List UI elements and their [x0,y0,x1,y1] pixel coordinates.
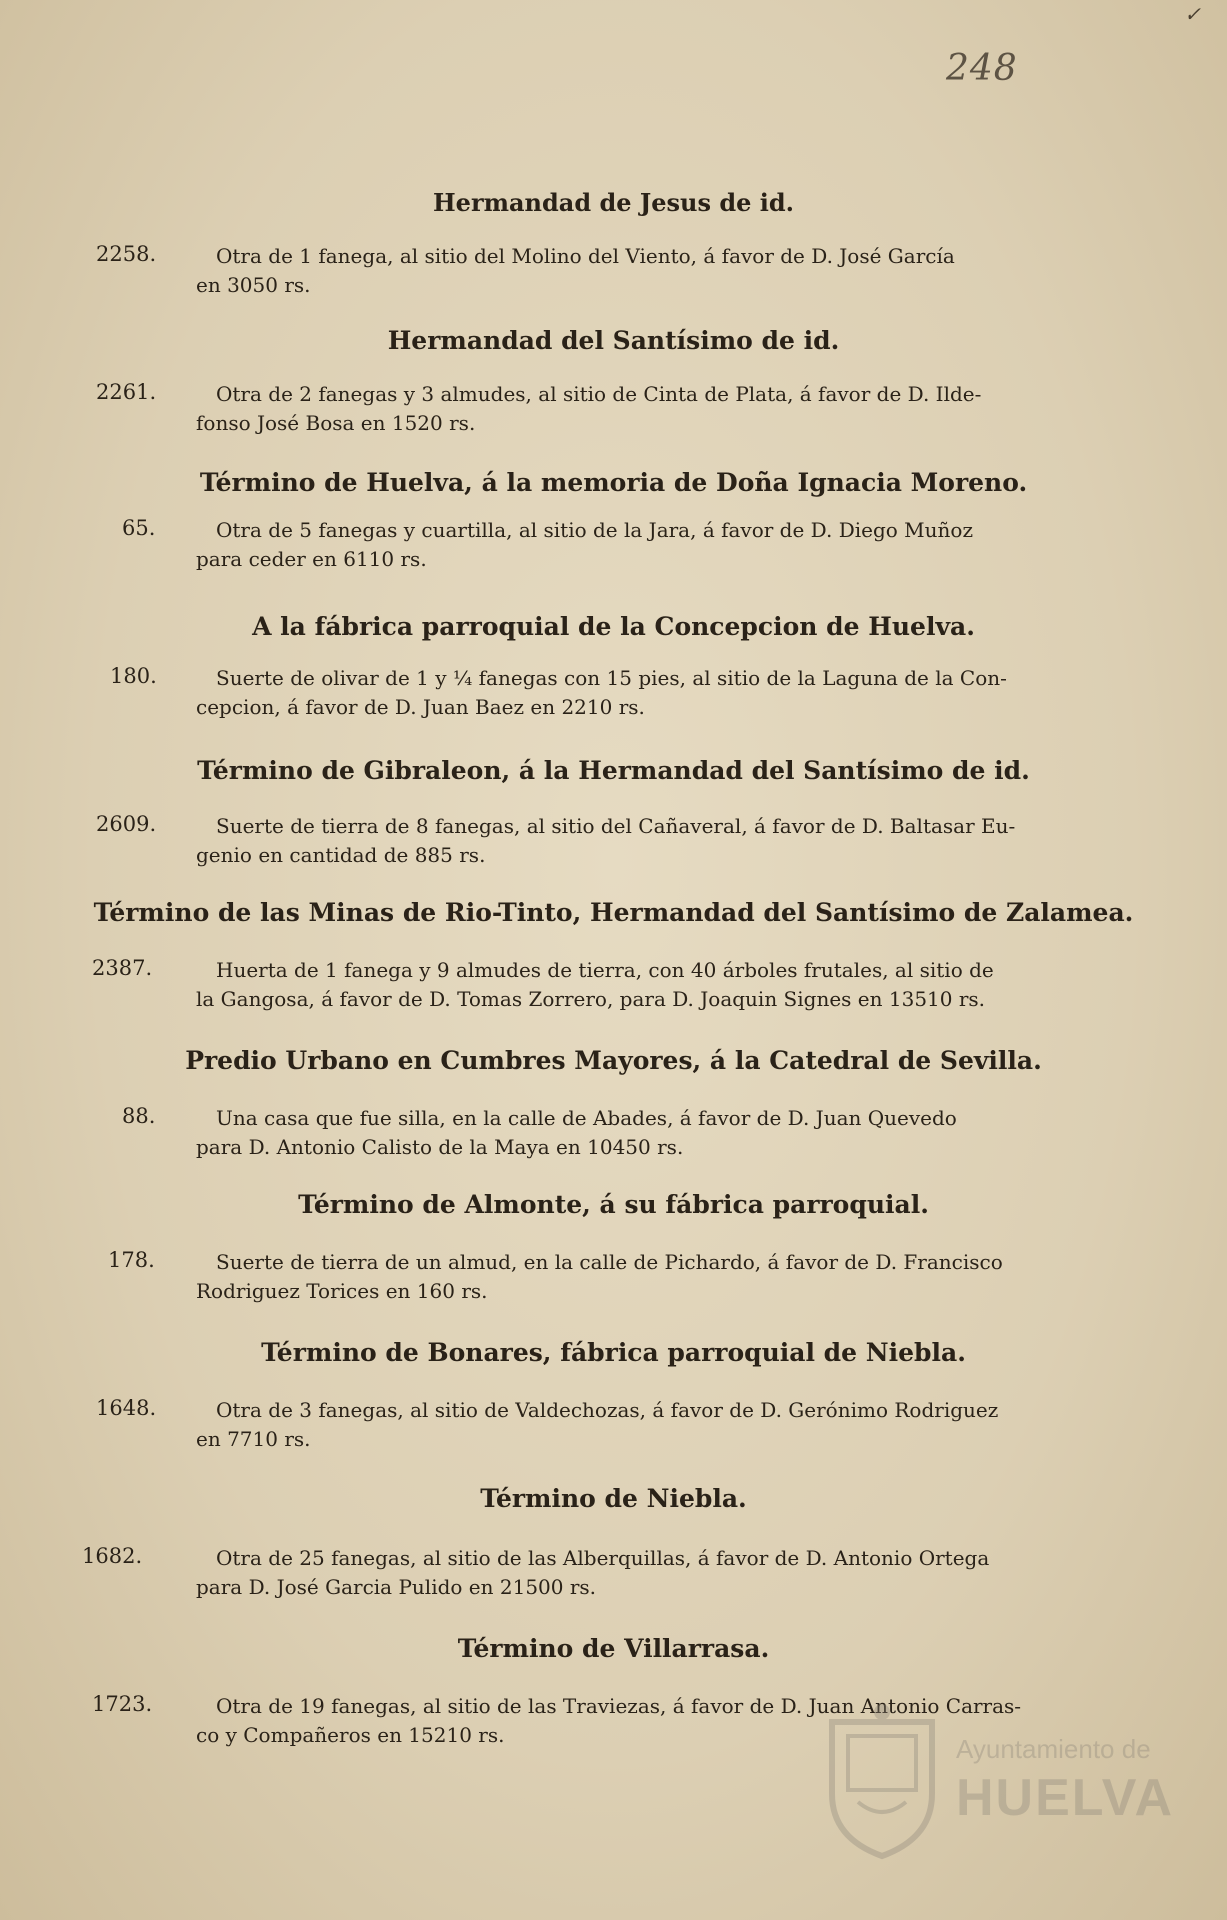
entry-text [196,516,1136,574]
section-heading: Hermandad del Santísimo de id. [387,326,840,355]
watermark-line1: Ayuntamiento de [956,1734,1151,1764]
entry-number: 65. [122,516,156,540]
entry-text [196,812,1136,870]
entry-number: 88. [122,1104,156,1128]
section-heading: Término de Niebla. [480,1484,747,1513]
crest-icon [818,1702,946,1862]
entry-text [196,956,1136,1014]
section-heading: Predio Urbano en Cumbres Mayores, á la Catedral de Sevilla. [185,1046,1042,1075]
entry-text-line: Otra de 2 fanegas y 3 almudes, al sitio de Cinta de Plata, á favor de D. Ilde- [216,382,982,406]
entry-text-line: Huerta de 1 fanega y 9 almudes de tierra, con 40 árboles frutales, al sitio de [216,958,994,982]
entry-text [196,1104,1136,1162]
entry-text-line: Suerte de tierra de 8 fanegas, al sitio del Cañaveral, á favor de D. Baltasar Eu- [216,814,1016,838]
entry-text-line: Otra de 1 fanega, al sitio del Molino del Viento, á favor de D. José García [216,244,955,268]
entry-number: 1648. [96,1396,157,1420]
entry-text-line: para ceder en 6110 rs. [196,547,427,571]
entry-number: 2258. [96,242,157,266]
entry-text-line: cepcion, á favor de D. Juan Baez en 2210 rs. [196,695,645,719]
entry-text-line: Suerte de olivar de 1 y ¼ fanegas con 15 pies, al sitio de la Laguna de la Con- [216,666,1007,690]
watermark-line2: HUELVA [956,1769,1175,1827]
entry-number: 178. [108,1248,155,1272]
entry-text [196,1544,1136,1602]
section-heading: A la fábrica parroquial de la Concepcion de Huelva. [252,612,975,641]
entry-text-line: co y Compañeros en 15210 rs. [196,1723,505,1747]
entry-text-line: Rodriguez Torices en 160 rs. [196,1279,488,1303]
corner-check-mark: ✓ [1184,2,1201,26]
section-heading: Término de Bonares, fábrica parroquial de Niebla. [261,1338,966,1367]
entry-text-line: Otra de 25 fanegas, al sitio de las Alberquillas, á favor de D. Antonio Ortega [216,1546,990,1570]
entry-text-line: Otra de 19 fanegas, al sitio de las Traviezas, á favor de D. Juan Antonio Carras- [216,1694,1022,1718]
entry-number: 2609. [96,812,157,836]
entry-text-line: Otra de 5 fanegas y cuartilla, al sitio de la Jara, á favor de D. Diego Muñoz [216,518,974,542]
entry-number: 1682. [82,1544,143,1568]
entry-text-line: genio en cantidad de 885 rs. [196,843,486,867]
entry-text-line: Una casa que fue silla, en la calle de Abades, á favor de D. Juan Quevedo [216,1106,957,1130]
folio-number: 248 [946,48,1018,89]
entry-text [196,242,1136,300]
entry-text-line: Otra de 3 fanegas, al sitio de Valdechozas, á favor de D. Gerónimo Rodriguez [216,1398,999,1422]
entry-text-line: la Gangosa, á favor de D. Tomas Zorrero, para D. Joaquin Signes en 13510 rs. [196,987,986,1011]
entry-number: 1723. [92,1692,153,1716]
entry-number: 2387. [92,956,153,980]
entry-text-line: en 7710 rs. [196,1427,311,1451]
section-heading: Término de Huelva, á la memoria de Doña Ignacia Moreno. [199,468,1028,497]
entry-text-line: en 3050 rs. [196,273,311,297]
entry-text-line: para D. Antonio Calisto de la Maya en 10450 rs. [196,1135,684,1159]
section-heading: Término de Almonte, á su fábrica parroquial. [298,1190,929,1219]
entry-text-line: Suerte de tierra de un almud, en la calle de Pichardo, á favor de D. Francisco [216,1250,1003,1274]
entry-text [196,664,1136,722]
section-heading: Término de Villarrasa. [457,1634,770,1663]
entry-text-line: para D. José Garcia Pulido en 21500 rs. [196,1575,597,1599]
entry-text-line: fonso José Bosa en 1520 rs. [196,411,476,435]
entry-text [196,380,1136,438]
section-heading: Término de Gibraleon, á la Hermandad del Santísimo de id. [197,756,1030,785]
section-heading: Hermandad de Jesus de id. [433,188,794,217]
entry-number: 180. [110,664,157,688]
entry-number: 2261. [96,380,157,404]
section-heading: Término de las Minas de Rio-Tinto, Hermandad del Santísimo de Zalamea. [93,898,1134,927]
entry-text [196,1248,1136,1306]
entry-text [196,1396,1136,1454]
watermark [818,1702,1175,1862]
